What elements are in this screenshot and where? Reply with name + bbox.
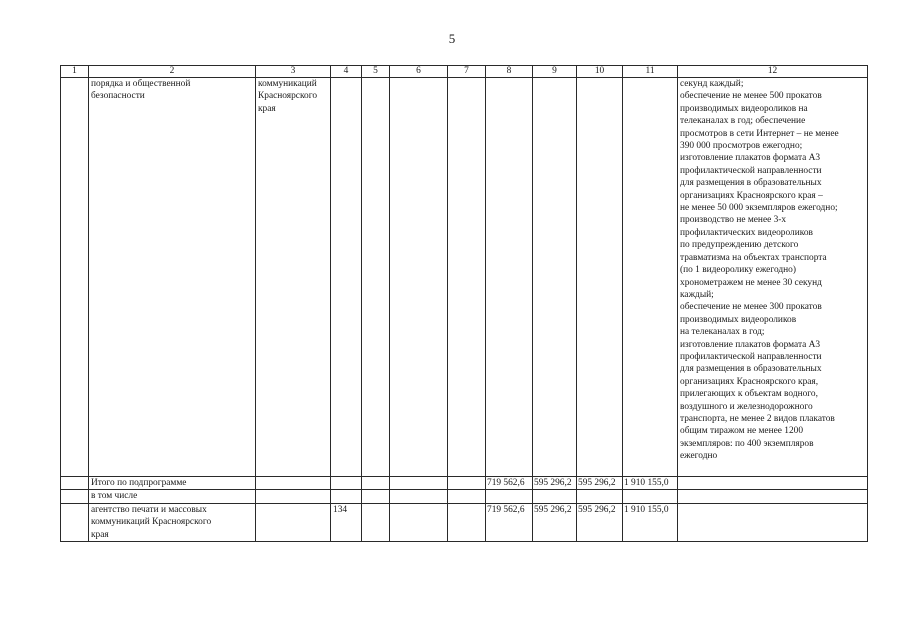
total-col8: 719 562,6 (486, 477, 533, 490)
cell-empty (61, 490, 89, 503)
result-line: транспорта, не менее 2 видов плакатов (680, 413, 835, 424)
subprogram-table (60, 65, 868, 542)
header-col-3: 3 (256, 66, 331, 78)
result-line: травматизма на объектах транспорта (680, 252, 827, 263)
cell-empty (623, 78, 678, 477)
result-line: изготовление плакатов формата А3 (680, 153, 821, 164)
header-col-7: 7 (448, 66, 486, 78)
header-col-1: 1 (61, 66, 89, 78)
total-col11: 1 910 155,0 (623, 477, 678, 490)
header-col-11: 11 (623, 66, 678, 78)
cell-empty (61, 503, 89, 541)
cell-empty (390, 490, 448, 503)
cell-empty (678, 490, 868, 503)
result-line: производимых видеороликов (680, 314, 797, 325)
result-line: общим тиражом не менее 1200 (680, 426, 804, 437)
result-line: воздушного и железнодорожного (680, 401, 813, 412)
cell-empty (577, 78, 623, 477)
agency-label-line: коммуникаций Красноярского (91, 517, 212, 528)
cell-empty (448, 490, 486, 503)
cell-expected-result (678, 78, 868, 477)
agency-label-line: края (91, 529, 109, 540)
header-col-8: 8 (486, 66, 533, 78)
page-number: 5 (448, 31, 456, 46)
cell-empty (331, 78, 362, 477)
result-line: на телеканалах в год; (680, 327, 765, 338)
header-col-5: 5 (362, 66, 390, 78)
cell-empty (486, 78, 533, 477)
cell-empty (533, 78, 577, 477)
result-line: экземпляров: по 400 экземпляров (680, 438, 814, 449)
cell-empty (448, 477, 486, 490)
agency-col10: 595 296,2 (577, 503, 623, 541)
agency-col11: 1 910 155,0 (623, 503, 678, 541)
result-line: профилактической направленности (680, 165, 822, 176)
cell-empty (390, 503, 448, 541)
cell-empty (256, 490, 331, 503)
cell-empty (486, 490, 533, 503)
header-col-4: 4 (331, 66, 362, 78)
cell-empty (623, 490, 678, 503)
cell-empty (362, 503, 390, 541)
cell-empty (331, 477, 362, 490)
total-label: Итого по подпрограмме (89, 477, 256, 490)
result-line: (по 1 видеоролику ежегодно) (680, 265, 796, 276)
cell-empty (577, 490, 623, 503)
result-line: производство не менее 3-х (680, 215, 787, 226)
header-col-10: 10 (577, 66, 623, 78)
cell-empty (678, 477, 868, 490)
result-line: обеспечение не менее 300 прокатов (680, 302, 822, 313)
result-line: по предупреждению детского (680, 240, 799, 251)
cell-empty (256, 477, 331, 490)
result-line: прилегающих к объектам водного, (680, 389, 818, 400)
agency-label-line: агентство печати и массовых (91, 504, 207, 515)
result-line: для размещения в образовательных (680, 364, 822, 375)
cell-empty (448, 78, 486, 477)
result-line: 390 000 просмотров ежегодно; (680, 141, 803, 152)
agency-grbs-code: 134 (331, 503, 362, 541)
event-name-line: порядка и общественной (91, 79, 191, 89)
result-line: ежегодно (680, 451, 718, 462)
result-line: просмотров в сети Интернет – не менее (680, 128, 839, 139)
result-line: для размещения в образовательных (680, 178, 822, 189)
event-name-line: безопасности (91, 91, 145, 102)
cell-empty (678, 503, 868, 541)
table-row-continuation (61, 78, 868, 477)
table-row-total (61, 477, 868, 490)
result-line: телеканалах в год; обеспечение (680, 116, 806, 127)
result-line: каждый; (680, 289, 714, 300)
cell-empty (533, 490, 577, 503)
cell-empty (390, 477, 448, 490)
result-line: организациях Красноярского края – (680, 190, 823, 201)
result-line: секунд каждый; (680, 79, 744, 89)
including-label: в том числе (89, 490, 256, 503)
result-line: хронометражем не менее 30 секунд (680, 277, 822, 288)
responsible-line: коммуникаций (258, 79, 317, 89)
cell-empty (390, 78, 448, 477)
cell-empty (331, 490, 362, 503)
result-line: профилактической направленности (680, 351, 822, 362)
cell-empty (362, 78, 390, 477)
cell-empty (256, 503, 331, 541)
result-line: профилактических видеороликов (680, 227, 813, 238)
cell-empty (61, 78, 89, 477)
total-col9: 595 296,2 (533, 477, 577, 490)
result-line: производимых видеороликов на (680, 103, 808, 114)
header-col-9: 9 (533, 66, 577, 78)
cell-event-name (89, 78, 256, 477)
cell-empty (362, 490, 390, 503)
cell-responsible (256, 78, 331, 477)
result-line: не менее 50 000 экземпляров ежегодно; (680, 203, 838, 214)
result-line: изготовление плакатов формата А3 (680, 339, 821, 350)
header-col-6: 6 (390, 66, 448, 78)
responsible-line: края (258, 103, 276, 114)
table-row-including (61, 490, 868, 503)
total-col10: 595 296,2 (577, 477, 623, 490)
cell-empty (448, 503, 486, 541)
cell-empty (61, 477, 89, 490)
agency-col9: 595 296,2 (533, 503, 577, 541)
responsible-line: Красноярского (258, 91, 318, 102)
result-line: обеспечение не менее 500 прокатов (680, 91, 822, 102)
result-line: организациях Красноярского края, (680, 376, 819, 387)
table-row-agency (61, 503, 868, 541)
agency-col8: 719 562,6 (486, 503, 533, 541)
agency-label (89, 503, 256, 541)
header-col-12: 12 (678, 66, 868, 78)
column-number-row (61, 66, 868, 78)
header-col-2: 2 (89, 66, 256, 78)
cell-empty (362, 477, 390, 490)
